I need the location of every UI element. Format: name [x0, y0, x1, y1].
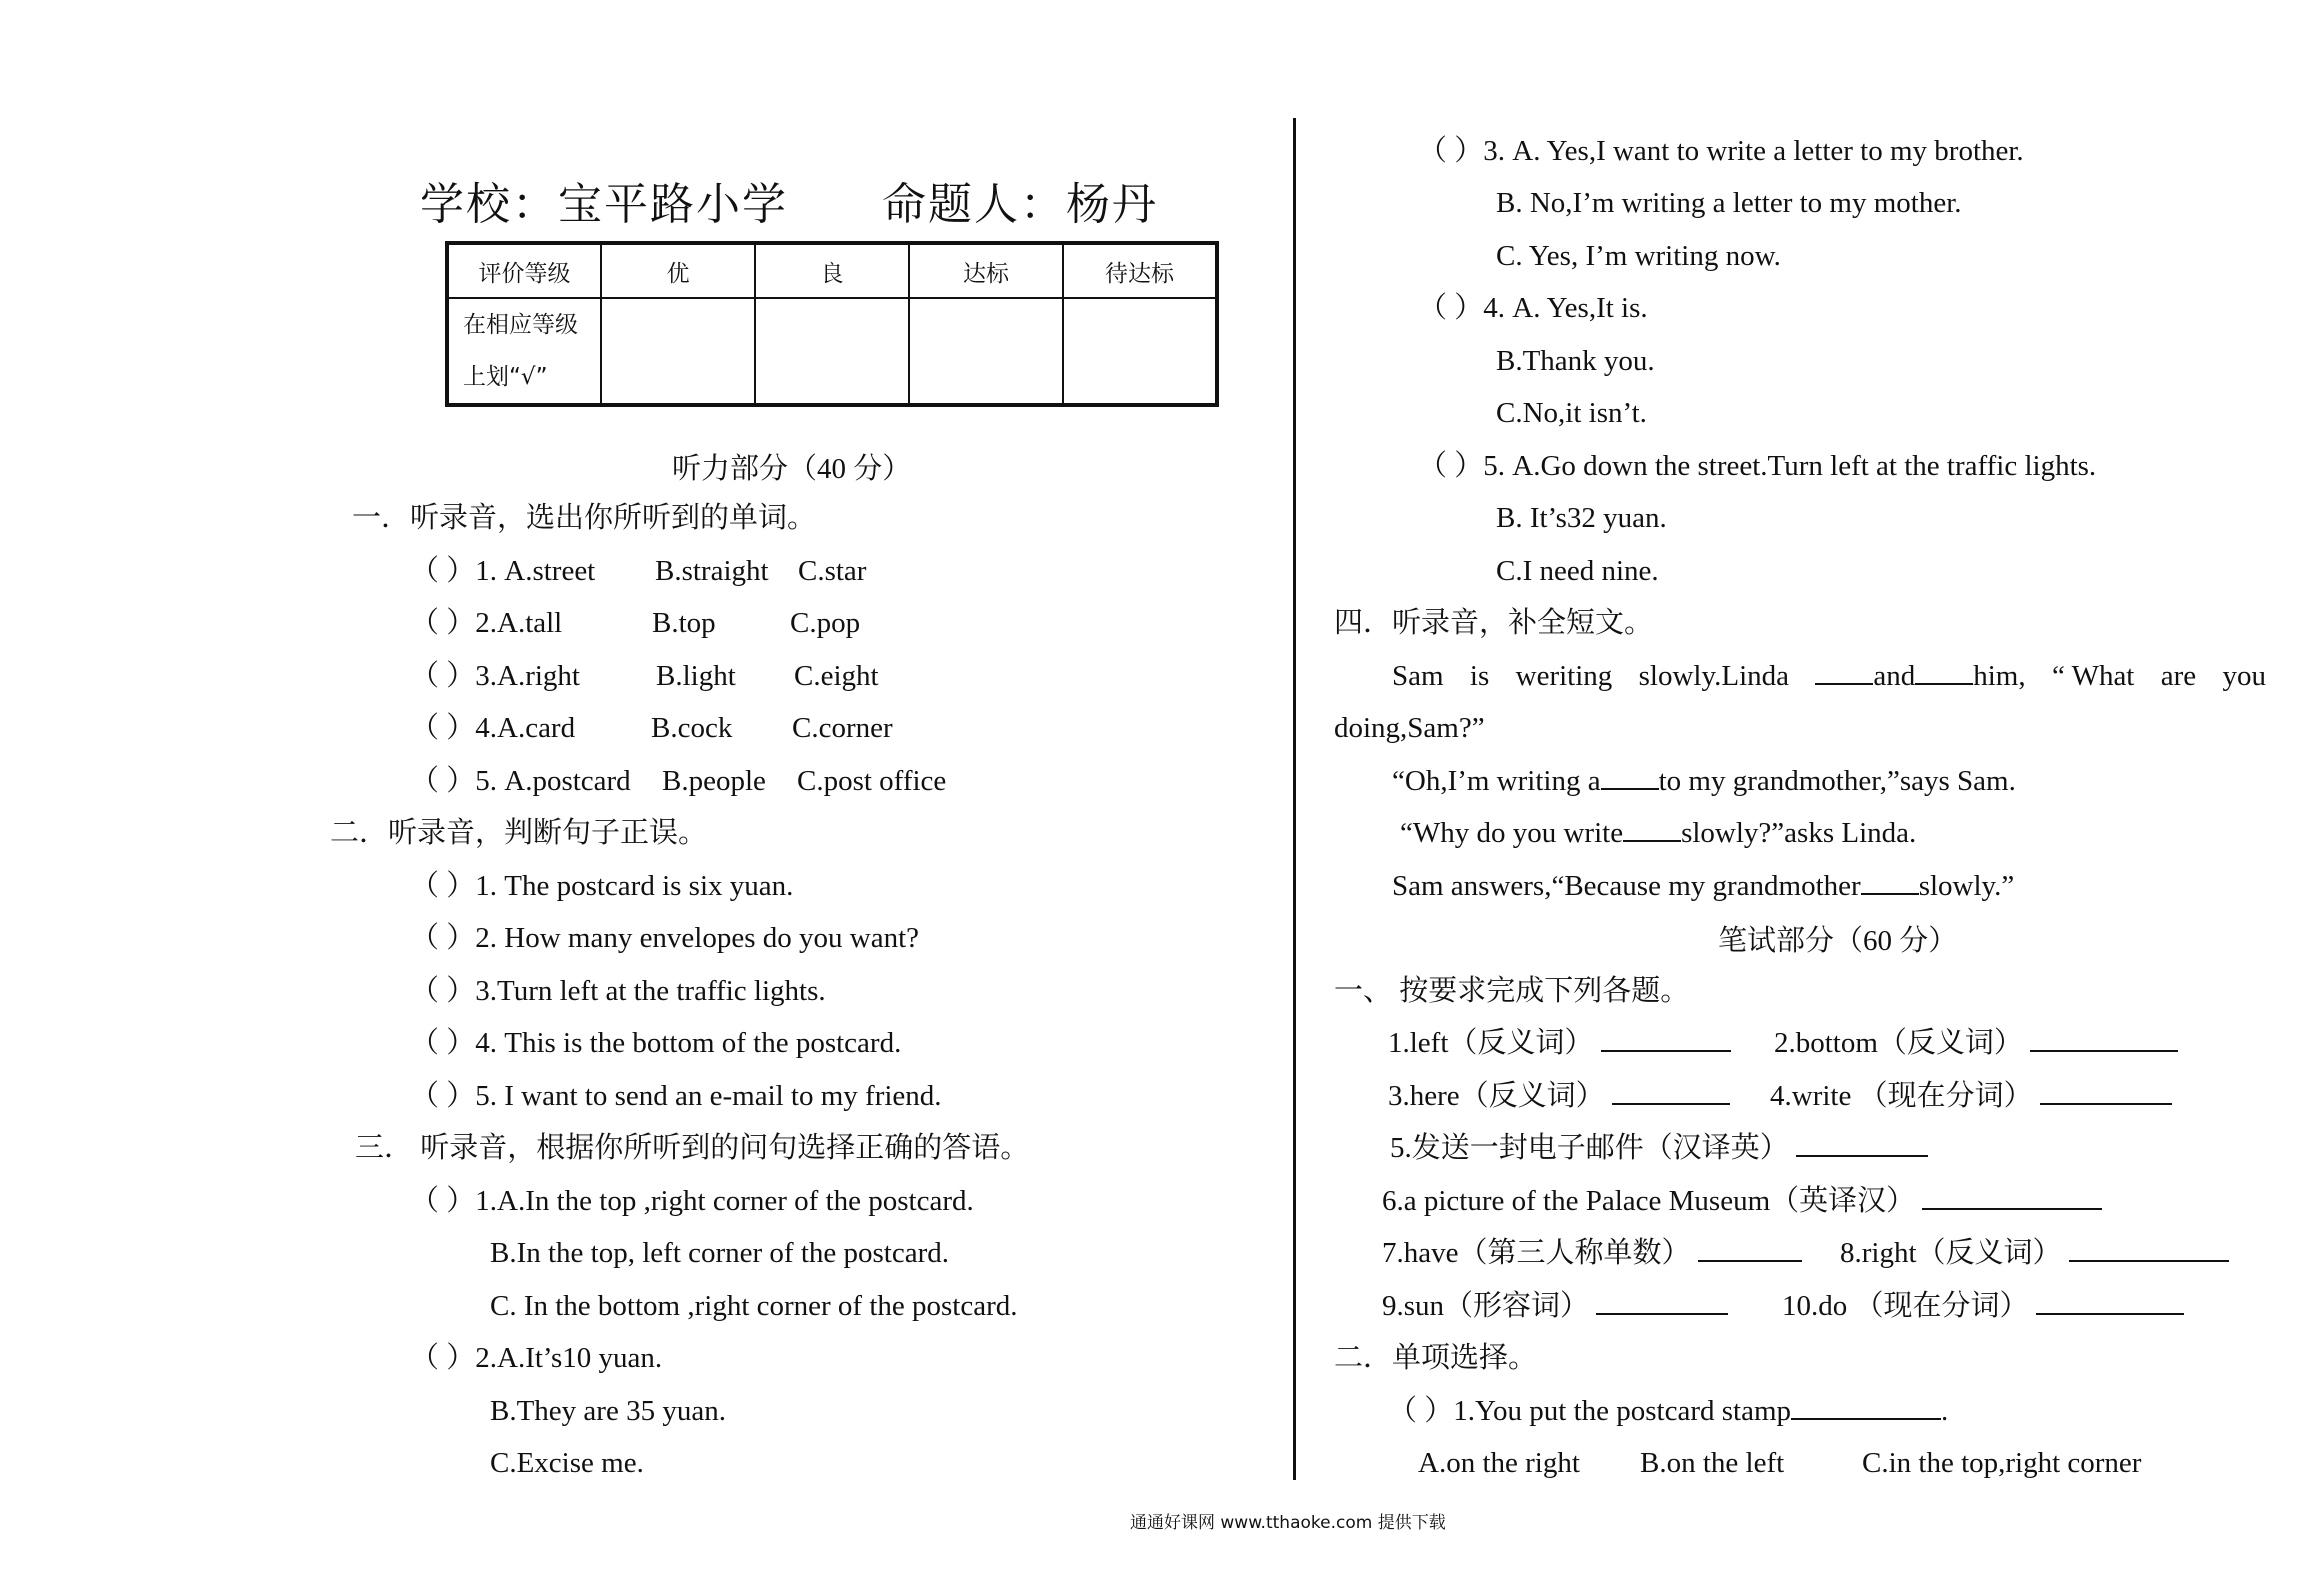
answer-blank-10[interactable]	[2036, 1312, 2184, 1315]
sec3-q1-c: C. In the bottom ,right corner of the postcard.	[490, 1290, 1018, 1322]
sec4-blank-3[interactable]	[1601, 787, 1659, 790]
sec1-item-3-c: C.eight	[794, 660, 879, 692]
written-item-10: 10.do （现在分词）	[1782, 1286, 2184, 1326]
school-name: 学校：宝平路小学	[420, 180, 788, 229]
sec4-para2	[1392, 761, 2016, 801]
sec4-para1-line2: doing,Sam?”	[1334, 712, 1485, 744]
sec4-text: “Why do you write	[1400, 817, 1624, 849]
written-sec2-q1: （ ）1.You put the postcard stamp .	[1388, 1395, 1949, 1427]
sec4-blank-2[interactable]	[1915, 682, 1973, 685]
sec3-q3-c: C. Yes, I’m writing now.	[1496, 240, 1781, 272]
sec4-blank-5[interactable]	[1861, 892, 1919, 895]
grade-cell-good[interactable]	[755, 298, 909, 405]
grade-header-pass: 达标	[909, 243, 1063, 298]
sec4-title: 四．听录音，补全短文。	[1334, 607, 1654, 639]
written-item-4: 4.write （现在分词）	[1770, 1076, 2172, 1116]
grade-table	[445, 241, 1219, 407]
sec3-q3-a: （ ）3. A. Yes,I want to write a letter to my brother.	[1418, 135, 2024, 167]
written-sec2-q1-c: C.in the top,right corner	[1862, 1447, 2142, 1479]
sec3-q1-b: B.In the top, left corner of the postcard.	[490, 1237, 950, 1269]
sec4-word: Sam	[1392, 660, 1444, 692]
sec1-item-1-a: （ ）1. A.street	[410, 555, 596, 587]
sec4-word: “ What	[2051, 660, 2135, 692]
sec1-item-2-b: B.top	[652, 607, 716, 639]
sec2-item-3: （ ）3.Turn left at the traffic lights.	[410, 975, 826, 1007]
written-item-7: 7.have（第三人称单数）	[1382, 1233, 1802, 1273]
sec1-item-4-b: B.cock	[651, 712, 733, 744]
sec4-word: is	[1469, 660, 1490, 692]
written-item-6: 6.a picture of the Palace Museum（英译汉）	[1382, 1181, 2102, 1221]
written-item-9: 9.sun（形容词）	[1382, 1286, 1728, 1326]
sec3-q5-b: B. It’s32 yuan.	[1496, 502, 1667, 534]
sec3-q2-a: （ ）2.A.It’s10 yuan.	[410, 1342, 663, 1374]
answer-blank-choice-1[interactable]	[1791, 1417, 1941, 1420]
answer-blank-4[interactable]	[2040, 1102, 2172, 1105]
sec1-item-1-b: B.straight	[655, 555, 769, 587]
sec2-title: 二．听录音，判断句子正误。	[330, 817, 708, 849]
sec1-item-1-c: C.star	[798, 555, 867, 587]
grade-row-label-line2: 上划“√”	[463, 364, 548, 390]
answer-blank-9[interactable]	[1596, 1312, 1728, 1315]
grade-header-level: 评价等级	[447, 243, 601, 298]
answer-blank-7[interactable]	[1698, 1259, 1802, 1262]
sec4-word: are	[2160, 660, 2197, 692]
written-item-3: 3.here（反义词）	[1388, 1076, 1730, 1116]
grade-header-excellent: 优	[601, 243, 755, 298]
sec4-word: slowly.Linda	[1638, 660, 1789, 692]
sec1-item-5-b: B.people	[662, 765, 766, 797]
sec1-item-3-a: （ ）3.A.right	[410, 660, 580, 692]
grade-cell-pass[interactable]	[909, 298, 1063, 405]
grade-header-below: 待达标	[1063, 243, 1217, 298]
author-name: 命题人：杨丹	[882, 180, 1158, 229]
grade-cell-below[interactable]	[1063, 298, 1217, 405]
sec1-item-4-a: （ ）4.A.card	[410, 712, 576, 744]
sec1-item-3-b: B.light	[656, 660, 736, 692]
grade-row-label-line1: 在相应等级	[463, 312, 578, 338]
sec1-title: 一．听录音，选出你所听到的单词。	[352, 502, 817, 534]
sec4-word: you	[2222, 660, 2266, 692]
written-sec2-q1-b: B.on the left	[1640, 1447, 1785, 1479]
sec2-item-5: （ ）5. I want to send an e-mail to my friend.	[410, 1080, 942, 1112]
footer-credit: 通通好课网 www.tthaoke.com 提供下载	[1130, 1513, 1446, 1533]
written-title: 笔试部分（60 分）	[1718, 925, 1958, 957]
sec3-q5-a: （ ）5. A.Go down the street.Turn left at the traffic lights.	[1418, 450, 2097, 482]
sec1-item-5-a: （ ）5. A.postcard	[410, 765, 631, 797]
sec4-blank-4[interactable]	[1623, 839, 1681, 842]
sec3-title: 三． 听录音，根据你所听到的问句选择正确的答语。	[355, 1132, 1030, 1164]
written-sec2-q1-a: A.on the right	[1418, 1447, 1580, 1479]
sec4-text: to my grandmother,”says Sam.	[1658, 765, 2016, 797]
listening-title: 听力部分（40 分）	[672, 453, 912, 485]
sec3-q4-a: （ ）4. A. Yes,It is.	[1418, 292, 1648, 324]
sec4-para3	[1400, 813, 1916, 853]
sec4-text: slowly.”	[1918, 870, 2015, 902]
sec4-text: “Oh,I’m writing a	[1392, 765, 1601, 797]
answer-blank-3[interactable]	[1612, 1102, 1730, 1105]
answer-blank-6[interactable]	[1922, 1207, 2102, 1210]
sec3-q3-b: B. No,I’m writing a letter to my mother.	[1496, 187, 1962, 219]
sec3-q4-c: C.No,it isn’t.	[1496, 397, 1647, 429]
sec4-text: Sam answers,“Because my grandmother	[1392, 870, 1861, 902]
grade-row-label	[447, 298, 601, 405]
answer-blank-1[interactable]	[1601, 1049, 1731, 1052]
written-sec1-title: 一、 按要求完成下列各题。	[1334, 975, 1690, 1007]
sec4-para4	[1392, 866, 2014, 906]
written-item-1: 1.left（反义词）	[1388, 1023, 1731, 1063]
sec4-word-with-blanks	[1815, 656, 2025, 696]
written-sec2-title: 二．单项选择。	[1334, 1342, 1538, 1374]
sec3-q2-c: C.Excise me.	[490, 1447, 644, 1479]
sec1-item-2-c: C.pop	[790, 607, 861, 639]
written-item-2: 2.bottom（反义词）	[1774, 1023, 2178, 1063]
sec4-word: and	[1873, 660, 1916, 692]
answer-blank-8[interactable]	[2069, 1259, 2229, 1262]
grade-header-good: 良	[755, 243, 909, 298]
sec4-word: weriting	[1515, 660, 1613, 692]
written-item-8: 8.right（反义词）	[1840, 1233, 2229, 1273]
sec3-q1-a: （ ）1.A.In the top ,right corner of the postcard.	[410, 1185, 974, 1217]
sec4-text: slowly?”asks Linda.	[1681, 817, 1917, 849]
column-divider	[1293, 118, 1296, 1480]
sec3-q2-b: B.They are 35 yuan.	[490, 1395, 726, 1427]
sec1-item-4-c: C.corner	[792, 712, 893, 744]
sec4-blank-1[interactable]	[1815, 682, 1873, 685]
answer-blank-2[interactable]	[2030, 1049, 2178, 1052]
sec2-item-4: （ ）4. This is the bottom of the postcard.	[410, 1027, 902, 1059]
answer-blank-5[interactable]	[1796, 1154, 1928, 1157]
sec3-q4-b: B.Thank you.	[1496, 345, 1655, 377]
sec1-item-5-c: C.post office	[797, 765, 947, 797]
sec3-q5-c: C.I need nine.	[1496, 555, 1659, 587]
sec4-para1-line1	[1392, 656, 2266, 696]
sec1-item-2-a: （ ）2.A.tall	[410, 607, 563, 639]
sec2-item-2: （ ）2. How many envelopes do you want?	[410, 922, 920, 954]
written-item-5: 5.发送一封电子邮件（汉译英）	[1390, 1128, 1928, 1168]
grade-cell-excellent[interactable]	[601, 298, 755, 405]
sec4-word: him,	[1973, 660, 2026, 692]
sec2-item-1: （ ）1. The postcard is six yuan.	[410, 870, 794, 902]
